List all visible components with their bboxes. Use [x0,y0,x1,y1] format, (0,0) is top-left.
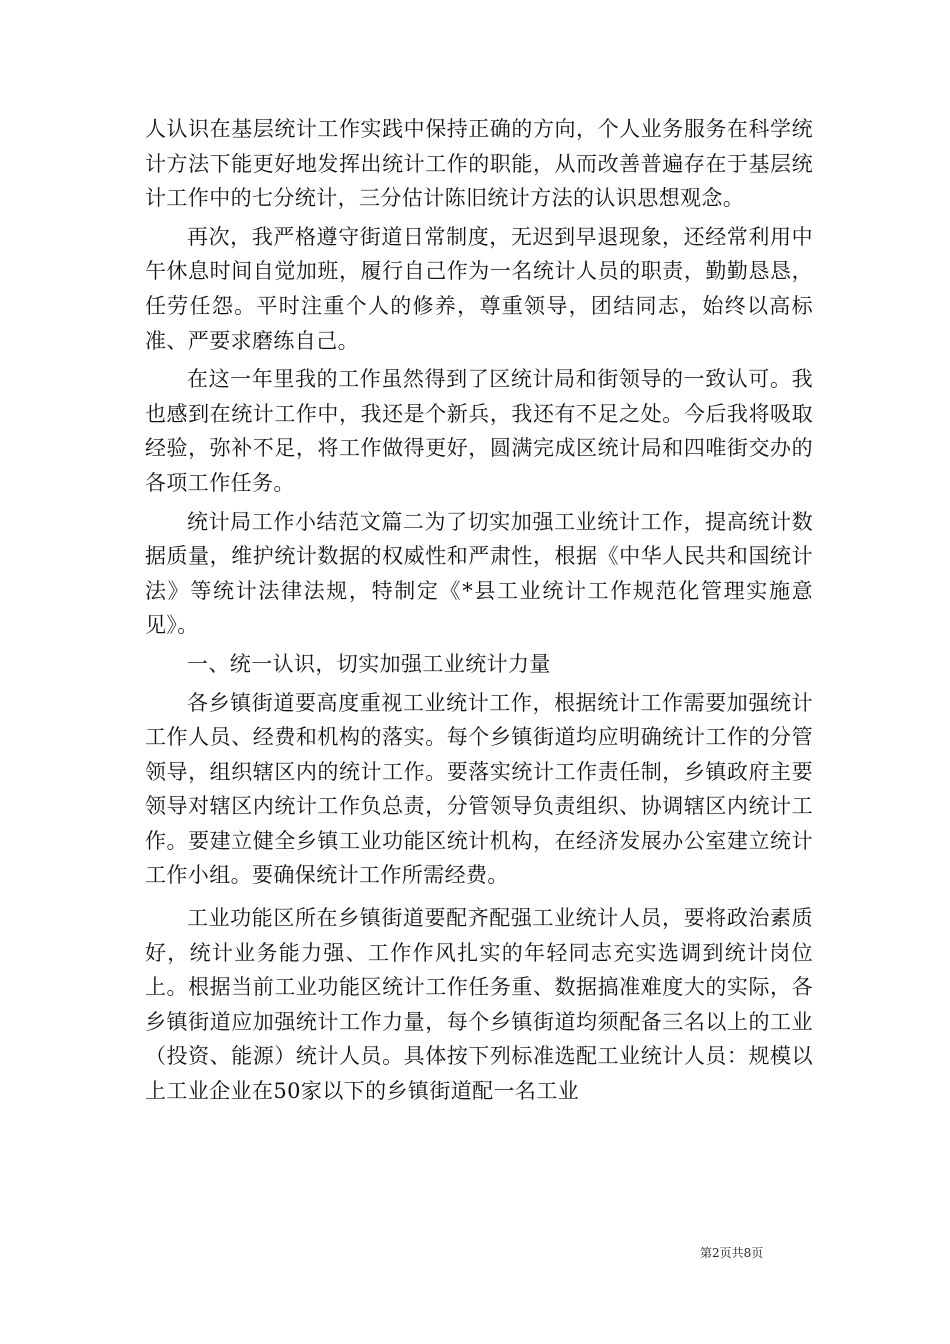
paragraph-1: 人认识在基层统计工作实践中保持正确的方向，个人业务服务在科学统计方法下能更好地发挥出统计工作的职能，从而改善普遍存在于基层统计工作中的七分统计，三分估计陈旧统计方法的认识思想观念。 [145,117,813,211]
page-number-label: 第2页共8页 [700,1246,764,1260]
paragraph-4: 统计局工作小结范文篇二为了切实加强工业统计工作，提高统计数据质量，维护统计数据的权威性和严肃性，根据《中华人民共和国统计法》等统计法律法规，特制定《*县工业统计工作规范化管理实施意见》。 [145,509,813,638]
document-body [145,112,813,1113]
paragraph-6: 各乡镇街道要高度重视工业统计工作，根据统计工作需要加强统计工作人员、经费和机构的落实。每个乡镇街道均应明确统计工作的分管领导，组织辖区内的统计工作。要落实统计工作责任制，乡镇政府主要领导对辖区内统计工作负总责，分管领导负责组织、协调辖区内统计工作。要建立健全乡镇工业功能区统计机构，在经济发展办公室建立统计工作小组。要确保统计工作所需经费。 [145,690,813,888]
paragraph-2: 再次，我严格遵守街道日常制度，无迟到早退现象，还经常利用中午休息时间自觉加班，履行自己作为一名统计人员的职责，勤勤恳恳，任劳任怨。平时注重个人的修养，尊重领导，团结同志，始终以高标准、严要求磨练自己。 [145,224,813,353]
paragraph-7: 工业功能区所在乡镇街道要配齐配强工业统计人员，要将政治素质好，统计业务能力强、工作作风扎实的年轻同志充实选调到统计岗位上。根据当前工业功能区统计工作任务重、数据搞准难度大的实际，各乡镇街道应加强统计工作力量，每个乡镇街道均须配备三名以上的工业（投资、能源）统计人员。具体按下列标准选配工业统计人员：规模以上工业企业在50家以下的乡镇街道配一名工业 [145,906,813,1104]
section-heading: 一、统一认识，切实加强工业统计力量 [187,651,551,676]
paragraph-3: 在这一年里我的工作虽然得到了区统计局和街领导的一致认可。我也感到在统计工作中，我还是个新兵，我还有不足之处。今后我将吸取经验，弥补不足，将工作做得更好，圆满完成区统计局和四唯街交办的各项工作任务。 [145,367,813,495]
page-number-footer [700,1245,820,1261]
